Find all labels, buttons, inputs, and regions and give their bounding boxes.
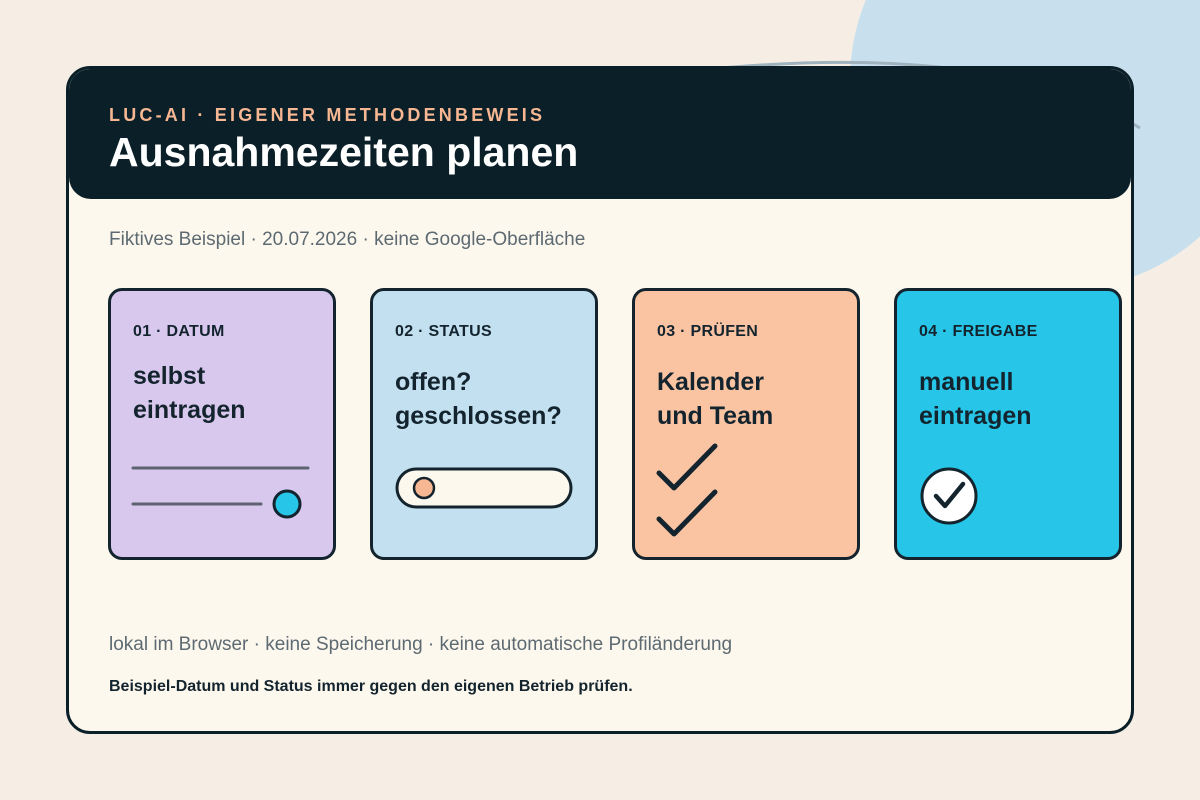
step-text-line: offen? bbox=[395, 368, 472, 396]
step-text-line: selbst bbox=[133, 362, 206, 390]
subline: Fiktives Beispiel · 20.07.2026 · keine Google-Oberfläche bbox=[109, 229, 586, 250]
eyebrow: LUC-AI · EIGENER METHODENBEWEIS bbox=[109, 105, 546, 125]
double-check-icon bbox=[635, 291, 863, 563]
step-card-pruefen bbox=[632, 288, 860, 560]
step-card-freigabe bbox=[894, 288, 1122, 560]
toggle-icon bbox=[373, 291, 601, 563]
footer-note: Beispiel-Datum und Status immer gegen den eigenen Betrieb prüfen. bbox=[109, 678, 633, 695]
step-text-line: Kalender bbox=[657, 368, 764, 396]
footer-privacy-line: lokal im Browser · keine Speicherung · keine automatische Profiländerung bbox=[109, 634, 733, 655]
check-circle-icon bbox=[897, 291, 1125, 563]
date-input-icon bbox=[111, 291, 339, 563]
step-label: 02 · STATUS bbox=[395, 323, 492, 340]
step-card-datum bbox=[108, 288, 336, 560]
step-text-line: geschlossen? bbox=[395, 402, 562, 430]
step-label: 04 · FREIGABE bbox=[919, 323, 1038, 340]
page-title: Ausnahmezeiten planen bbox=[109, 129, 579, 175]
step-card-status bbox=[370, 288, 598, 560]
step-text-line: und Team bbox=[657, 402, 774, 430]
step-label: 01 · DATUM bbox=[133, 323, 225, 340]
step-text-line: eintragen bbox=[919, 402, 1032, 430]
step-text-line: eintragen bbox=[133, 396, 246, 424]
header bbox=[69, 69, 1131, 199]
method-card bbox=[66, 66, 1134, 734]
step-text-line: manuell bbox=[919, 368, 1014, 396]
step-label: 03 · PRÜFEN bbox=[657, 323, 759, 340]
